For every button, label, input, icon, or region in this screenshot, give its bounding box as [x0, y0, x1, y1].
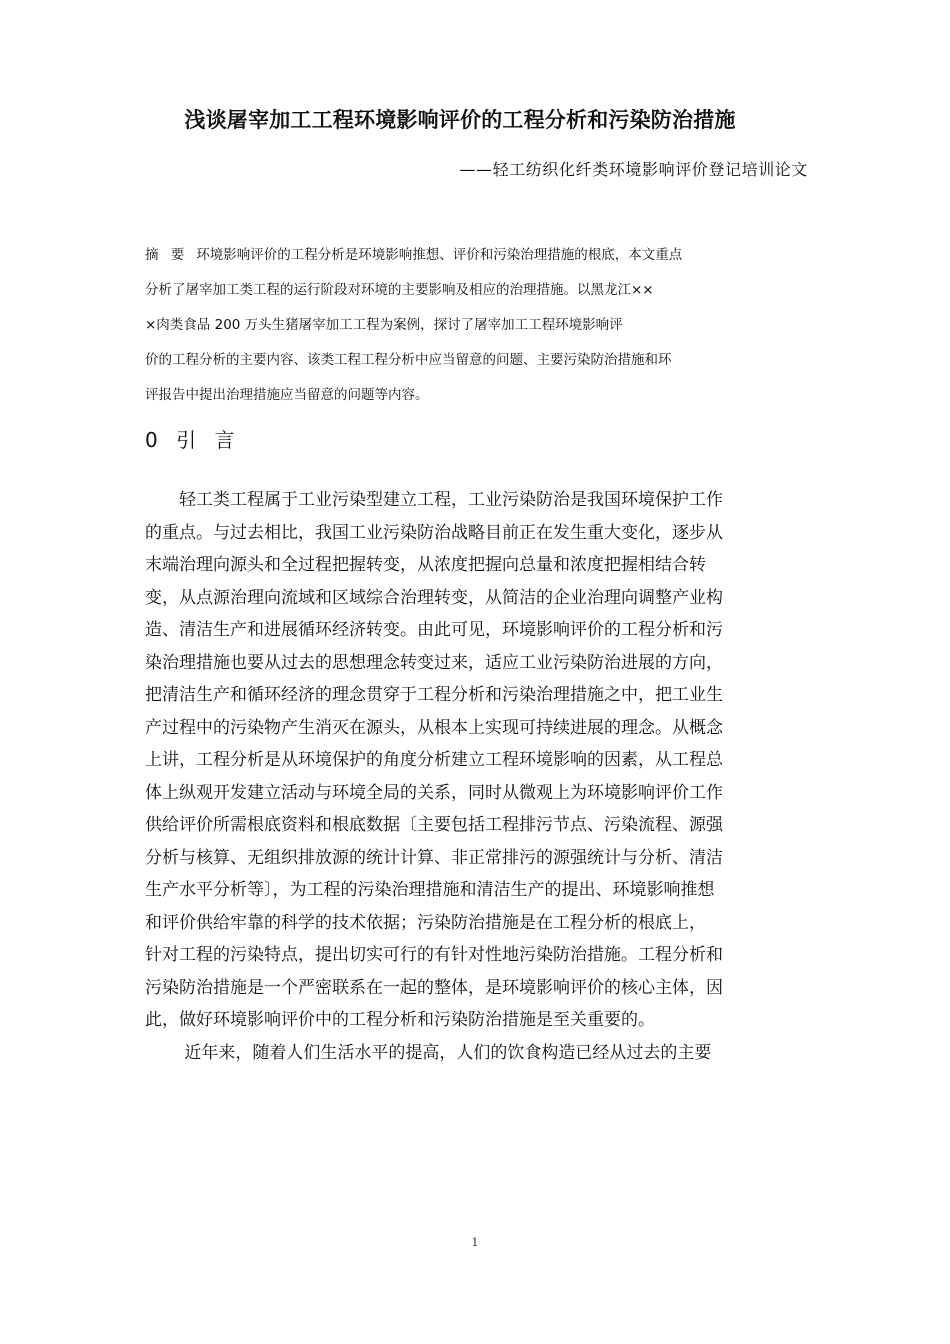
- body-line: 轻工类工程属于工业污染型建立工程，工业污染防治是我国环境保护工作: [145, 490, 723, 510]
- body-line: 产过程中的污染物产生消灭在源头，从根本上实现可持续进展的理念。从概念: [145, 717, 723, 738]
- body-line: 体上纵观开发建立活动与环境全局的关系，同时从微观上为环境影响评价工作: [145, 782, 723, 803]
- abstract-line: 评报告中提出治理措施应当留意的问题等内容。: [145, 387, 429, 403]
- body-line: 和评价供给牢靠的科学的技术依据；污染防治措施是在工程分析的根底上，: [145, 912, 706, 933]
- body-paragraphs: [145, 484, 805, 1069]
- abstract-label: 摘 要: [145, 247, 189, 263]
- body-line: 变，从点源治理向流域和区域综合治理转变，从简洁的企业治理向调整产业构: [145, 587, 723, 608]
- body-line: 上讲，工程分析是从环境保护的角度分析建立工程环境影响的因素，从工程总: [145, 750, 723, 770]
- abstract: [145, 238, 805, 413]
- document-title: 浅谈屠宰加工工程环境影响评价的工程分析和污染防治措施: [184, 108, 736, 132]
- document-subtitle: ——轻工纺织化纤类环境影响评价登记培训论文: [459, 160, 808, 179]
- body-line: 生产水平分析等〕，为工程的污染治理措施和清洁生产的提出、环境影响推想: [145, 880, 715, 900]
- abstract-line-text: 环境影响评价的工程分析是环境影响推想、评价和污染治理措施的根底，本文重点: [196, 247, 683, 263]
- body-line: 供给评价所需根底资料和根底数据〔主要包括工程排污节点、污染流程、源强: [145, 815, 723, 835]
- body-line: 针对工程的污染特点，提出切实可行的有针对性地污染防治措施。工程分析和: [145, 945, 723, 965]
- body-line: 的重点。与过去相比，我国工业污染防治战略目前正在发生重大变化，逐步从: [145, 522, 723, 543]
- body-line: 此，做好环境影响评价中的工程分析和污染防治措施是至关重要的。: [145, 1010, 655, 1030]
- body-line: 末端治理向源头和全过程把握转变，从浓度把握向总量和浓度把握相结合转: [145, 555, 706, 575]
- abstract-line: ×肉类食品 200 万头生猪屠宰加工工程为案例，探讨了屠宰加工工程环境影响评: [145, 317, 623, 333]
- section-heading: 0 引 言: [145, 428, 241, 452]
- page-number: 1: [471, 1236, 479, 1249]
- body-line: 分析与核算、无组织排放源的统计计算、非正常排污的源强统计与分析、清洁: [145, 847, 723, 868]
- abstract-line: 分析了屠宰加工类工程的运行阶段对环境的主要影响及相应的治理措施。以黑龙江××: [145, 282, 654, 298]
- body-line: 近年来，随着人们生活水平的提高，人们的饮食构造已经从过去的主要: [145, 1042, 712, 1063]
- abstract-line: [145, 238, 805, 273]
- abstract-line: 价的工程分析的主要内容、该类工程工程分析中应当留意的问题、主要污染防治措施和环: [145, 352, 672, 368]
- body-line: 污染防治措施是一个严密联系在一起的整体，是环境影响评价的核心主体，因: [145, 977, 723, 998]
- body-line: 把清洁生产和循环经济的理念贯穿于工程分析和污染治理措施之中，把工业生: [145, 685, 723, 705]
- body-line: 染治理措施也要从过去的思想理念转变过来，适应工业污染防治进展的方向，: [145, 652, 723, 673]
- body-line: 造、清洁生产和进展循环经济转变。由此可见，环境影响评价的工程分析和污: [145, 620, 723, 640]
